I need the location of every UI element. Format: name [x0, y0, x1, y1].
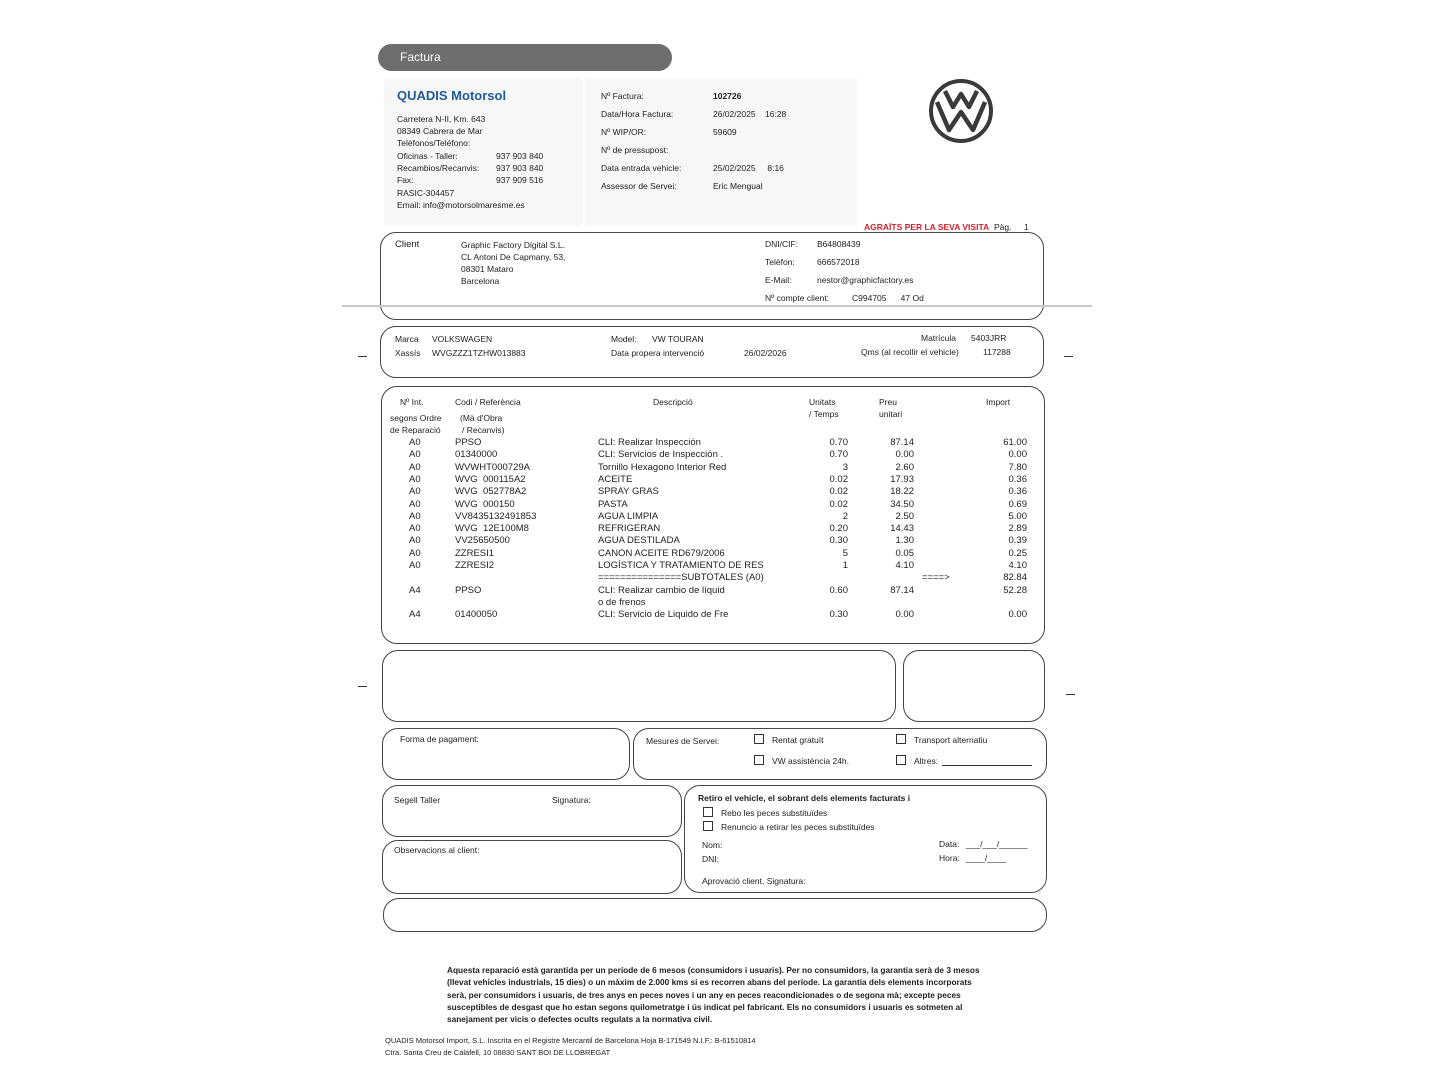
date-label: Data:	[939, 839, 960, 849]
next-service-label: Data propera intervenció	[611, 348, 705, 358]
cell-price: 4.10	[895, 560, 914, 571]
client-field-label: Nº compte client:	[765, 293, 830, 303]
cell-desc: LOGÍSTICA Y TRATAMIENTO DE RES	[598, 560, 764, 571]
cell-units: 0.02	[829, 498, 848, 510]
cell-int: A0	[409, 437, 421, 448]
cell-price: 34.50	[890, 498, 914, 510]
cell-price: 2.50	[895, 510, 914, 522]
checkbox-receive-parts[interactable]	[703, 807, 713, 817]
info-label: Data entrada vehicle:	[601, 163, 682, 173]
dni-label: DNI:	[702, 854, 719, 864]
marca-label: Marca	[395, 334, 419, 344]
info-label: Nº de pressupost:	[601, 145, 669, 155]
cell-amount: 0.25	[1008, 547, 1027, 559]
cell-price: 17.93	[890, 473, 914, 485]
subtotal-arrow: ====>	[922, 572, 950, 584]
address-line: 08349 Cabrera de Mar	[397, 126, 483, 136]
margin-mark	[358, 356, 367, 357]
col-header-desc: Descripció	[653, 397, 693, 407]
xassis-label: Xassís	[395, 348, 421, 358]
cell-code: WVG 052778A2	[455, 486, 527, 498]
table-row	[382, 585, 1044, 597]
cell-code: 01400050	[455, 609, 498, 621]
cell-desc: AGUA LIMPIA	[598, 510, 659, 522]
service-option[interactable]	[754, 734, 824, 746]
client-address: CL Antoni De Capmany, 53,	[461, 252, 566, 262]
client-field-value: nestor@graphicfactory.es	[817, 275, 914, 285]
cell-code: PPSO	[455, 437, 482, 448]
rasic: RASIC-304457	[397, 188, 455, 198]
page-number: 1	[1024, 222, 1029, 232]
cell-units: 0.70	[829, 449, 848, 461]
pickup-option-label: Renuncio a retirar les peces substituïdes	[721, 822, 875, 832]
footer-line: QUADIS Motorsol Import, S.L. Inscrita en el Registre Mercantil de Barcelona Hoja B-171549 N.I.F.: B-61510814	[385, 1036, 756, 1045]
pickup-box	[684, 785, 1047, 893]
cell-int: A4	[409, 609, 421, 621]
client-name: Graphic Factory Digital S.L.	[461, 240, 565, 250]
model-value: VW TOURAN	[652, 334, 704, 344]
cell-int: A0	[409, 510, 421, 522]
service-option[interactable]	[754, 755, 849, 767]
cell-int: A0	[409, 498, 421, 510]
cell-int: A0	[409, 547, 421, 559]
info-label: Nº WIP/OR:	[601, 127, 647, 137]
table-row-continuation	[382, 597, 1044, 609]
cell-amount: 0.36	[1008, 486, 1027, 498]
table-row	[382, 609, 1044, 621]
phone-label: Oficinas - Taller:	[397, 151, 458, 161]
table-row	[382, 437, 1044, 449]
cell-price: 1.30	[895, 535, 914, 547]
col-header-units-sub: / Temps	[809, 409, 839, 419]
pickup-option[interactable]	[703, 821, 875, 833]
cell-price: 18.22	[890, 486, 914, 498]
phone-value: 937 909 516	[496, 175, 544, 185]
cell-price: 0.05	[895, 547, 914, 559]
observations-box	[382, 840, 682, 894]
cell-code: ZZRESI1	[455, 547, 495, 559]
client-label: Client	[395, 239, 420, 250]
table-row	[382, 548, 1044, 560]
cell-code: VV25650500	[455, 535, 510, 547]
pickup-title: Retiro el vehicle, el sobrant dels elements facturats i	[698, 793, 911, 803]
cell-price: 87.14	[890, 584, 914, 596]
cell-code: WVG 000115A2	[455, 473, 526, 485]
totals-box	[903, 650, 1045, 722]
kms-label: Qms (al recollir el vehicle)	[861, 347, 959, 357]
cell-desc: PASTA	[598, 498, 628, 510]
invoice-date: 26/02/2025 16:28	[713, 109, 787, 119]
time-label: Hora:	[939, 853, 960, 863]
cell-units: 3	[842, 461, 848, 473]
approval-label: Aprovació client, Signatura:	[702, 876, 806, 886]
cell-int: A4	[409, 584, 421, 596]
cell-price: 14.43	[890, 523, 914, 535]
warranty-line: serà, per consumidors i usuaris, de tres anys en peces noves i un any en peces reacondicionades o de segona mà; excepte peces	[447, 989, 961, 1000]
xassis-value: WVGZZZ1TZHW013883	[432, 348, 526, 358]
info-label: Assessor de Servei:	[601, 181, 677, 191]
cell-desc: REFRIGERAN	[598, 523, 661, 535]
margin-mark	[1064, 356, 1073, 357]
subtotal-desc: ===============SUBTOTALES (A0)	[598, 572, 764, 584]
table-row	[382, 523, 1044, 535]
table-row	[382, 511, 1044, 523]
table-row	[382, 499, 1044, 511]
cell-units: 1	[842, 560, 848, 571]
cell-int: A0	[409, 449, 421, 461]
service-box	[633, 728, 1047, 780]
kms-value: 117288	[983, 347, 1011, 357]
cell-desc: CLI: Servicio de Liquido de Fre	[598, 609, 729, 621]
table-row	[382, 535, 1044, 547]
col-header-import: Import	[986, 397, 1011, 407]
col-header-units: Unitats	[809, 397, 836, 407]
table-row	[382, 474, 1044, 486]
col-header-int-sub: segons Ordre	[390, 413, 442, 423]
service-option[interactable]	[896, 734, 987, 746]
address-line: Telèfonos/Teléfono:	[397, 138, 471, 148]
stamp-box	[382, 785, 682, 837]
cell-desc: Tornillo Hexagono Interior Red	[598, 461, 727, 473]
warranty-line: Aquesta reparació està garantida per un període de 6 mesos (consumidors i usuaris). Per no consumidors, la garantia serà de 3 mesos	[447, 965, 980, 975]
cell-units: 0.30	[829, 609, 848, 621]
col-header-price: Preu	[879, 397, 897, 407]
cell-amount: 0.00	[1008, 449, 1027, 461]
checkbox-altres[interactable]	[896, 755, 906, 765]
cell-desc: CLI: Servicios de Inspección .	[598, 449, 724, 461]
cell-desc: CLI: Realizar cambio de líquid	[598, 584, 725, 596]
payment-box	[382, 728, 630, 780]
cell-code: PPSO	[455, 584, 482, 596]
table-row	[382, 560, 1044, 572]
table-row	[382, 486, 1044, 498]
service-option-label: VW assistència 24h.	[772, 756, 850, 766]
cell-desc: CANON ACEITE RD679/2006	[598, 547, 725, 559]
cell-amount: 52.28	[1003, 584, 1027, 596]
warranty-line: susceptibles de desgast que ho estan segons quilometratge i ús indicat pel fabricant. Els no consumidors i usuaris es sotmeten al	[447, 1001, 963, 1012]
table-row	[382, 449, 1044, 461]
items-list	[382, 437, 1044, 637]
pickup-option-label: Rebo les peces substituïdes	[721, 808, 828, 818]
margin-mark	[358, 686, 367, 687]
service-option[interactable]	[896, 755, 938, 767]
cell-amount: 7.80	[1008, 461, 1027, 473]
stamp-label: Segell Taller	[394, 795, 441, 805]
service-option-label: Rentat gratuït	[772, 735, 824, 745]
name-label: Nom:	[702, 840, 723, 850]
cell-amount: 5.00	[1008, 510, 1027, 522]
items-box	[381, 386, 1045, 644]
matricula-value: 5403JRR	[971, 333, 1007, 343]
cell-int: A0	[409, 523, 421, 535]
cell-amount: 0.69	[1008, 498, 1027, 510]
cell-amount: 0.39	[1008, 535, 1027, 547]
phone-label: Fax:	[397, 175, 414, 185]
marca-value: VOLKSWAGEN	[432, 334, 493, 344]
client-address: Barcelona	[461, 276, 500, 286]
cell-amount: 0.36	[1008, 473, 1027, 485]
service-advisor: Eric Mengual	[713, 181, 763, 191]
checkbox-transport[interactable]	[896, 734, 906, 744]
client-field-value: 666572018	[817, 257, 860, 267]
cell-int: A0	[409, 560, 421, 571]
cell-price: 0.00	[895, 449, 914, 461]
service-label: Mesures de Servei:	[646, 736, 720, 746]
wip-number: 59609	[713, 127, 737, 137]
invoice-title-bar	[378, 44, 672, 71]
cell-code: WVG 000150	[455, 498, 515, 510]
payment-label: Forma de pagament:	[400, 734, 479, 744]
vw-logo-icon	[928, 78, 994, 144]
subtotal-row	[382, 572, 1044, 584]
cell-units: 0.70	[829, 437, 848, 448]
signature-label: Signatura:	[552, 795, 591, 805]
cell-code: ZZRESI2	[455, 560, 495, 571]
margin-mark	[1066, 694, 1075, 695]
cell-price: 87.14	[890, 437, 914, 448]
cell-desc: AGUA DESTILADA	[598, 535, 680, 547]
invoice-info-block	[585, 78, 857, 226]
matricula-label: Matrícula	[921, 333, 956, 343]
col-header-price-sub: unitari	[879, 409, 903, 419]
checkbox-rentat[interactable]	[754, 734, 764, 744]
time-blank: ____/____	[966, 853, 1007, 863]
service-option-label: Transport alternatiu	[914, 735, 988, 745]
pickup-option[interactable]	[703, 807, 827, 819]
client-field-label: Telèfon:	[765, 257, 795, 267]
client-field-label: E-Mail:	[765, 275, 792, 285]
cell-int: A0	[409, 473, 421, 485]
warranty-line: (llevat vehicles industrials, 15 dies) o un màxim de 2.000 kms si es recorren abans del període. La garantia dels elements incorporats	[447, 977, 972, 988]
cell-amount: 61.00	[1003, 437, 1027, 448]
cell-int: A0	[409, 535, 421, 547]
warranty-line: sanejament per vicis o defectes ocults regulats a la normativa civil.	[447, 1014, 713, 1025]
footer-line: Ctra. Santa Creu de Calafell, 10 08830 SANT BOI DE LLOBREGAT	[385, 1048, 611, 1057]
page-label: Pàg.	[994, 222, 1012, 232]
thanks-text: AGRAÏTS PER LA SEVA VISITA	[864, 222, 990, 232]
cell-units: 0.20	[829, 523, 848, 535]
cell-code: 01340000	[455, 449, 498, 461]
entry-date: 25/02/2025 8:16	[713, 163, 784, 173]
checkbox-refuse-parts[interactable]	[703, 821, 713, 831]
cell-desc: o de frenos	[598, 596, 646, 608]
client-field-value: C994705 47 Od	[852, 293, 924, 303]
observations-label: Observacions al client:	[394, 845, 480, 855]
cell-price: 2.60	[895, 461, 914, 473]
col-header-codi-sub: (Mà d'Obra	[460, 413, 503, 423]
info-label: Nº Factura:	[601, 91, 644, 101]
info-label: Data/Hora Factura:	[601, 109, 674, 119]
service-option-label: Altres:	[914, 756, 939, 766]
cell-int: A0	[409, 486, 421, 498]
cell-code: WVWHT000729A	[455, 461, 530, 473]
client-field-label: DNI/CIF:	[765, 239, 799, 249]
notes-box	[382, 650, 896, 722]
cell-units: 0.30	[829, 535, 848, 547]
col-header-int: Nº Int.	[400, 397, 424, 407]
page-fold-line	[342, 305, 1092, 307]
altres-line	[942, 765, 1032, 766]
phone-value: 937 903 840	[496, 151, 544, 161]
cell-units: 0.02	[829, 486, 848, 498]
vehicle-box	[380, 326, 1044, 378]
company-name: QUADIS Motorsol	[397, 88, 507, 103]
cell-units: 0.60	[829, 584, 848, 596]
address-line: Carretera N-II, Km. 643	[397, 114, 486, 124]
col-header-codi-sub: / Recanvis)	[462, 425, 505, 435]
phone-label: Recambios/Recanvis:	[397, 163, 480, 173]
subtotal-amount: 82.84	[1003, 572, 1027, 584]
date-blank: ___/___/______	[966, 839, 1028, 849]
cell-desc: ACEITE	[598, 473, 633, 485]
invoice-number: 102726	[713, 91, 742, 101]
cell-units: 2	[842, 510, 848, 522]
invoice-title: Factura	[400, 50, 441, 64]
cell-amount: 2.89	[1008, 523, 1027, 535]
table-row	[382, 462, 1044, 474]
cell-units: 0.02	[829, 473, 848, 485]
warranty-text	[447, 964, 1047, 1025]
client-address: 08301 Mataro	[461, 264, 514, 274]
model-label: Model:	[611, 334, 637, 344]
checkbox-assistance[interactable]	[754, 755, 764, 765]
next-service-date: 26/02/2026	[744, 348, 787, 358]
cell-amount: 4.10	[1008, 560, 1027, 571]
cell-desc: CLI: Realizar Inspección	[598, 437, 701, 448]
col-header-codi: Codi / Referència	[455, 397, 521, 407]
cell-code: WVG 12E100M8	[455, 523, 529, 535]
cell-code: VV8435132491853	[455, 510, 537, 522]
phone-value: 937 903 840	[496, 163, 544, 173]
cell-desc: SPRAY GRAS	[598, 486, 659, 498]
cell-int: A0	[409, 461, 421, 473]
email: Email: info@motorsolmaresme.es	[397, 200, 525, 210]
col-header-int-sub: de Reparació	[390, 425, 441, 435]
cell-amount: 0.00	[1008, 609, 1027, 621]
company-block	[384, 78, 582, 226]
cell-price: 0.00	[895, 609, 914, 621]
client-field-value: B64808439	[817, 239, 861, 249]
bottom-box	[383, 898, 1047, 932]
cell-units: 5	[842, 547, 848, 559]
